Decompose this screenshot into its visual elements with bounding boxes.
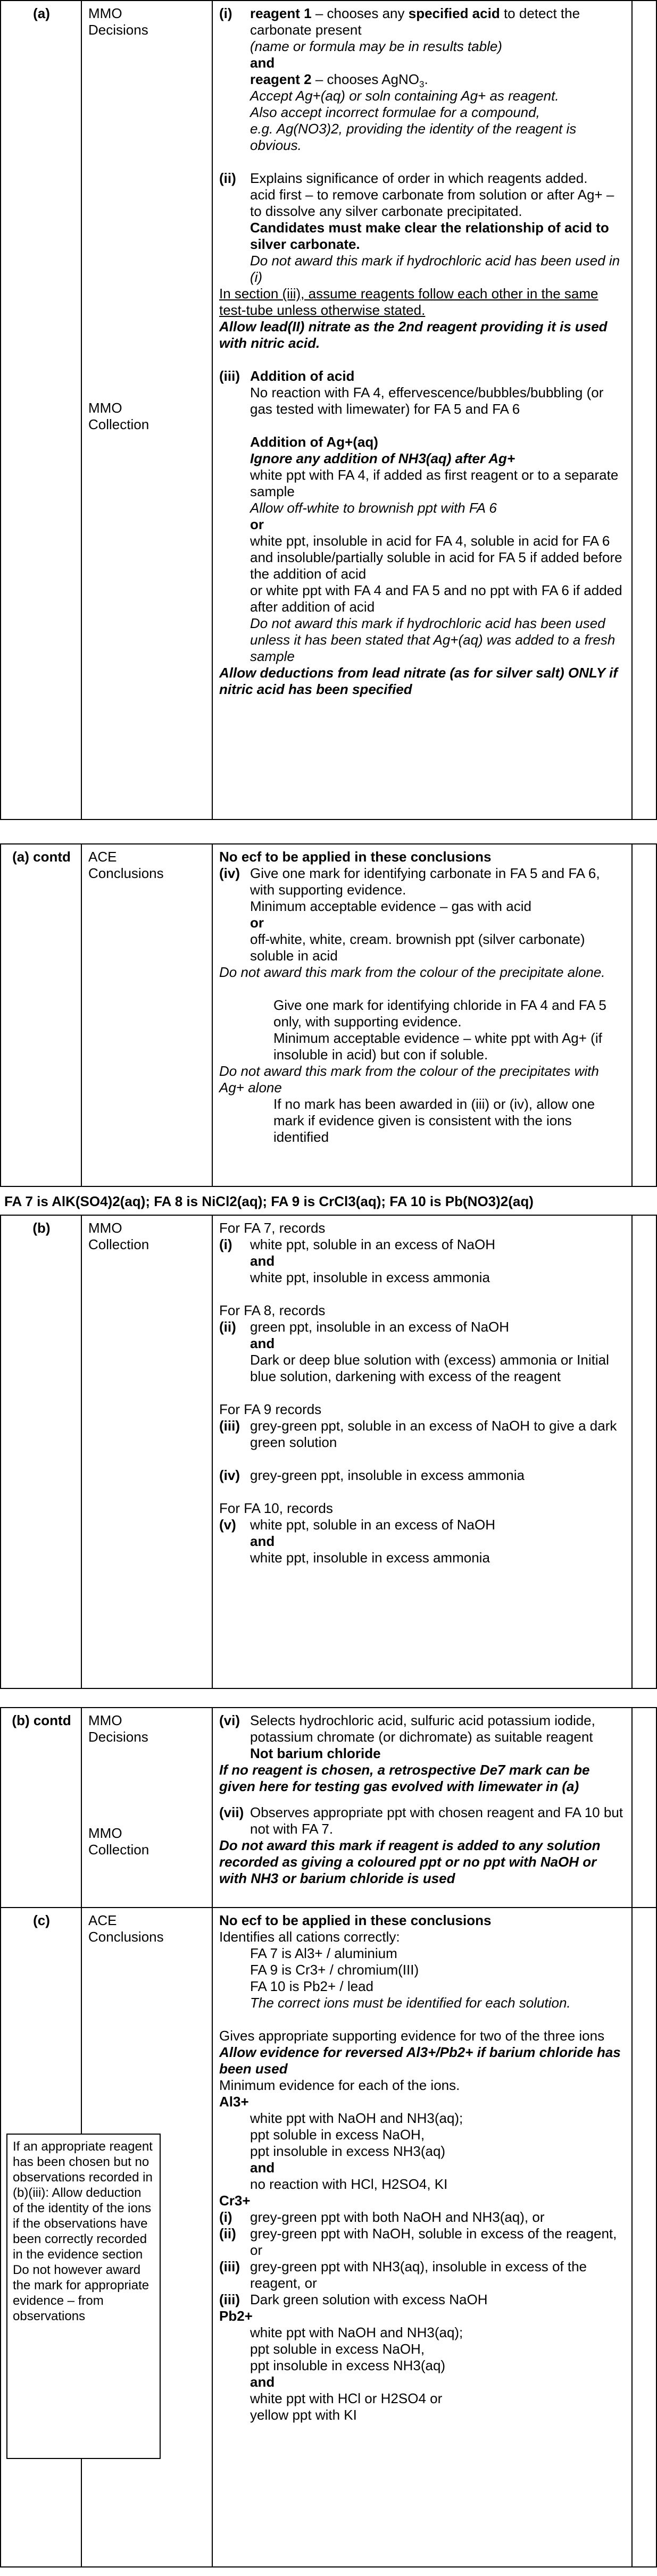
- skill-labels: ACE Conclusions: [81, 1908, 212, 2567]
- decisions-label: MMO Decisions: [88, 5, 148, 38]
- part-label: (c): [1, 1908, 81, 2567]
- part-label: (b): [1, 1215, 81, 1688]
- part-label: (b) contd: [1, 1708, 81, 1908]
- collection-label: MMO Collection: [88, 1220, 149, 1252]
- section-b-table: [0, 1215, 657, 1689]
- mark-column: [632, 1215, 656, 1688]
- skill-labels: MMO Decisions MMO Collection: [81, 1708, 212, 1908]
- section-iii-note: In section (iii), assume reagents follow each other in the same test-tube unless otherwise stated.: [219, 286, 598, 318]
- section-a-contd-content: No ecf to be applied in these conclusions (iv) Give one mark for identifying carbonate in FA 5 and FA 6, with supporting evidence. Minimum acceptable evidence – gas with acid or off-white, white, cream. brownish ppt (silver carbonate) soluble in acid Do not award this mark from the colour of the precipitate alone. Give one mark for identifying chloride in FA 4 and FA 5 only, with supporting evidence. Minimum acceptable evidence – white ppt with Ag+ (if insoluble in acid) but con if soluble. Do not award this mark from the colour of the precipitates with Ag+ alone If no mark has been awarded in (iii) or (iv), allow one mark if evidence given is consistent with the ions identified: [212, 844, 632, 1186]
- lead-nitrate-allow: Allow lead(II) nitrate as the 2nd reagent providing it is used with nitric acid.: [219, 319, 608, 351]
- mark-column: [632, 1708, 656, 1908]
- item-a-iv: (iv) Give one mark for identifying carbonate in FA 5 and FA 6, with supporting evidence. Minimum acceptable evidence – gas with acid or off-white, white, cream. brownish ppt (silver carbonate) soluble in acid: [219, 865, 600, 964]
- skill-labels: [81, 1215, 212, 1688]
- section-b-content: For FA 7, records (i) white ppt, soluble in an excess of NaOH and white ppt, insoluble in excess ammonia For FA 8, records (ii) green ppt, insoluble in an excess of NaOH and Dark or deep blue solution with (excess) ammonia or Initial blue solution, darkening with excess of the reagent For FA 9 records (iii) grey-green ppt, soluble in an excess of NaOH to give a dark green solution (iv) grey-green ppt, insoluble in excess ammonia For FA 10, records (v) white ppt, soluble in an excess of NaOH and white ppt, insoluble in excess ammonia: [212, 1215, 632, 1688]
- mark-column: [632, 1, 656, 819]
- skill-labels: [81, 1, 212, 819]
- mark-column: [632, 1908, 656, 2567]
- lead-deductions: Allow deductions from lead nitrate (as for silver salt) ONLY if nitric acid has been specified: [219, 665, 618, 697]
- collection-label: MMO Collection: [88, 400, 149, 432]
- mark-column: [632, 844, 656, 1186]
- item-a-iii: (iii) Addition of acid No reaction with FA 4, effervescence/bubbles/bubbling (or gas tested with limewater) for FA 5 and FA 6 Addition of Ag+(aq) Ignore any addition of NH3(aq) after Ag+ white ppt with FA 4, if added as first reagent or to a separate sample Allow off-white to brownish ppt with FA 6 or white ppt, insoluble in acid for FA 4, soluble in acid for FA 6 and insoluble/partially soluble in acid for FA 5 if added before the addition of acid or white ppt with FA 4 and FA 5 and no ppt with FA 6 if added after addition of acid Do not award this mark if hydrochloric acid has been used unless it has been stated that Ag+(aq) was added to a fresh sample: [219, 368, 622, 664]
- examiner-note-box: If an appropriate reagent has been chosen but no observations recorded in (b)(iii): Allow deduction of the identity of the ions if the observations have been correctly recorded in the evidence section Do not however award the mark for appropriate evidence – from observations: [6, 2134, 161, 2459]
- section-c-content: No ecf to be applied in these conclusions Identifies all cations correctly: FA 7 is Al3+ / aluminium FA 9 is Cr3+ / chromium(III) FA 10 is Pb2+ / lead The correct ions must be identified for each solution. Gives appropriate supporting evidence for two of the three ions Allow evidence for reversed Al3+/Pb2+ if barium chloride has been used Minimum evidence for each of the ions. Al3+ white ppt with NaOH and NH3(aq); ppt soluble in excess NaOH, ppt insoluble in excess NH3(aq) and no reaction with HCl, H2SO4, KI Cr3+ (i) grey-green ppt with both NaOH and NH3(aq), or (ii) grey-green ppt with NaOH, soluble in excess of the reagent, or (iii) grey-green ppt with NH3(aq), insoluble in excess of the reagent, or (iii) Dark green solution with excess NaOH Pb2+ white ppt with NaOH and NH3(aq); ppt soluble in excess NaOH, ppt insoluble in excess NH3(aq) and white ppt with HCl or H2SO4 or yellow ppt with KI: [212, 1908, 632, 2567]
- item-a-ii: (ii) Explains significance of order in which reagents added. acid first – to remove carbonate from solution or after Ag+ – to dissolve any silver carbonate precipitated. Candidates must make clear the relationship of acid to silver carbonate. Do not award this mark if hydrochloric acid has been used in (i): [219, 170, 620, 285]
- section-b-contd-table: [0, 1707, 657, 1908]
- part-label: (a): [1, 1, 81, 819]
- skill-labels: [81, 844, 212, 1186]
- section-a-contd-table: [0, 843, 657, 1187]
- section-a-content: [212, 1, 632, 819]
- section-b-contd-content: (vi) Selects hydrochloric acid, sulfuric acid potassium iodide, potassium chromate (or dichromate) as suitable reagent Not barium chloride If no reagent is chosen, a retrospective De7 mark can be given here for testing gas evolved with limewater in (a) (vii) Observes appropriate ppt with chosen reagent and FA 10 but not with FA 7. Do not award this mark if reagent is added to any solution recorded as giving a coloured ppt or no ppt with NaOH or with NH3 or barium chloride is used: [212, 1708, 632, 1908]
- conclusions-label: ACE Conclusions: [88, 849, 164, 881]
- part-label: (a) contd: [1, 844, 81, 1186]
- section-a-table: [0, 0, 657, 820]
- fa-identities: FA 7 is AlK(SO4)2(aq); FA 8 is NiCl2(aq); FA 9 is CrCl3(aq); FA 10 is Pb(NO3)2(aq): [4, 1193, 534, 1209]
- item-a-i: (i) reagent 1 – chooses any specified acid to detect the carbonate present (name or formula may be in results table) and reagent 2 – chooses AgNO$_3$. Accept Ag+(aq) or soln containing Ag+ as reagent. Also accept incorrect formulae for a compound, e.g. Ag(NO3)2, providing the identity of the reagent is obvious.: [219, 5, 580, 153]
